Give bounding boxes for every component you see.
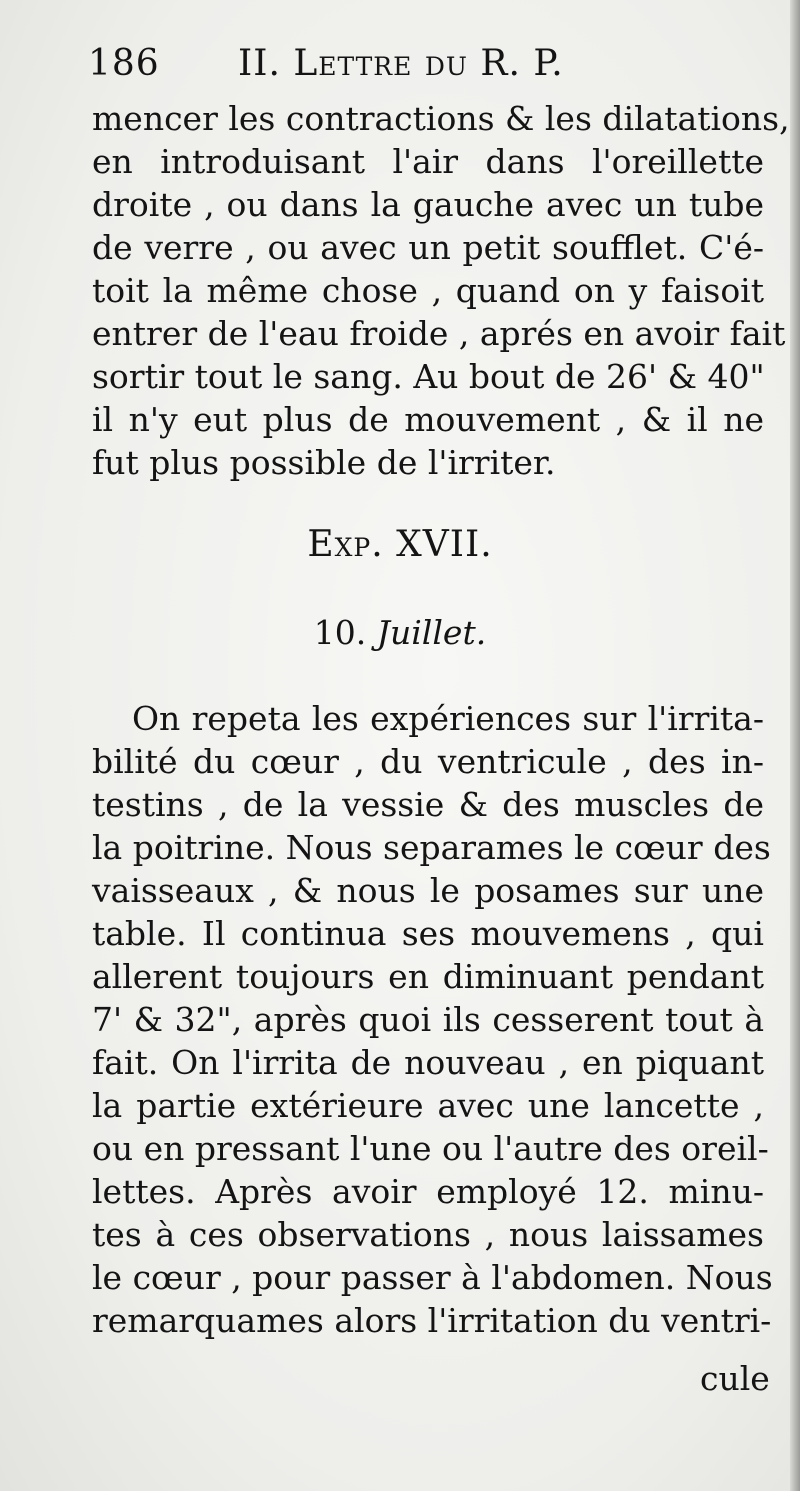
- paragraph-2-line: On repeta les expériences sur l'irrita-: [132, 699, 764, 738]
- paragraph-2-line: fait. On l'irrita de nouveau , en piquant: [92, 1043, 764, 1082]
- paragraph-2-line: vaisseaux , & nous le posames sur une: [92, 871, 764, 910]
- date-month: Juillet.: [376, 613, 487, 652]
- paragraph-2-line: 7' & 32", après quoi ils cesserent tout à: [92, 1000, 764, 1039]
- paragraph-2-line: table. Il continua ses mouvemens , qui: [92, 914, 764, 953]
- page-number: 186: [88, 43, 160, 84]
- paragraph-2-line: remarquames alors l'irritation du ventri-: [92, 1301, 772, 1340]
- paragraph-2-line: la partie extérieure avec une lancette ,: [92, 1086, 764, 1125]
- paragraph-2-line: ou en pressant l'une ou l'autre des oreil-: [92, 1129, 769, 1168]
- paragraph-1-line: en introduisant l'air dans l'oreillette: [92, 142, 764, 181]
- paragraph-1-line: il n'y eut plus de mouvement , & il ne: [92, 400, 764, 439]
- experiment-date: [0, 610, 800, 656]
- paragraph-2-line: tes à ces observations , nous laissames: [92, 1215, 764, 1254]
- paragraph-1-line: toit la même chose , quand on y faisoit: [92, 271, 764, 310]
- paragraph-2-line: testins , de la vessie & des muscles de: [92, 785, 764, 824]
- catchword: cule: [700, 1359, 770, 1398]
- paragraph-2-line: le cœur , pour passer à l'abdomen. Nous: [92, 1258, 773, 1297]
- paragraph-1-line: fut plus possible de l'irriter.: [92, 443, 556, 482]
- paragraph-1-line: de verre , ou avec un petit soufflet. C'é-: [92, 228, 764, 267]
- experiment-heading: Exp. XVII.: [307, 524, 493, 565]
- paragraph-2-line: allerent toujours en diminuant pendant: [92, 957, 764, 996]
- paragraph-2-line: lettes. Après avoir employé 12. minu-: [92, 1172, 764, 1211]
- date-day: 10.: [313, 613, 367, 652]
- paragraph-1-line: droite , ou dans la gauche avec un tube: [92, 185, 764, 224]
- paragraph-1-line: sortir tout le sang. Au bout de 26' & 40": [92, 357, 765, 396]
- paragraph-2-line: bilité du cœur , du ventricule , des in-: [92, 742, 764, 781]
- paragraph-1-line: entrer de l'eau froide , aprés en avoir fait: [92, 314, 786, 353]
- paragraph-1-line: mencer les contractions & les dilatations,: [92, 99, 790, 138]
- paragraph-2-line: la poitrine. Nous separames le cœur des: [92, 828, 771, 867]
- running-title: II. Lettre du R. P.: [238, 43, 564, 84]
- page-edge-shadow: [790, 0, 800, 1491]
- page-header: [88, 38, 688, 90]
